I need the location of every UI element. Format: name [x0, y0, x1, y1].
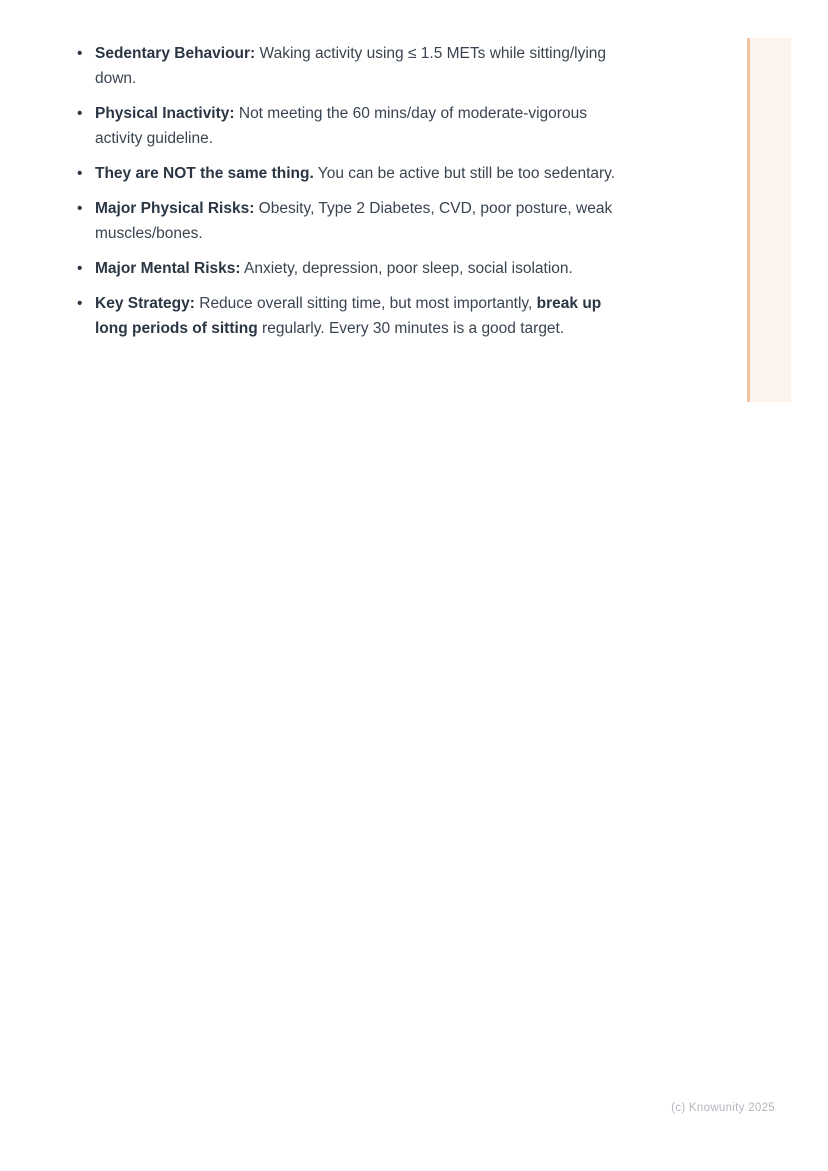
list-item — [77, 101, 629, 151]
bullet-text: You can be active but still be too sedentary. — [313, 165, 616, 182]
notes-list — [77, 41, 629, 341]
bullet-bold-text: Key Strategy: — [95, 295, 195, 312]
list-item — [77, 256, 629, 281]
bullet-bold-text: Physical Inactivity: — [95, 105, 235, 122]
bullet-text: Waking activity using ≤ 1.5 METs while sitting/lying down. — [95, 45, 607, 87]
footer-copyright: (c) Knowunity 2025 — [671, 1102, 775, 1114]
list-item — [77, 196, 629, 246]
notes-content — [77, 41, 629, 351]
list-item — [77, 161, 629, 186]
bullet-text: Anxiety, depression, poor sleep, social isolation. — [240, 260, 573, 277]
bullet-bold-text: Major Mental Risks: — [95, 260, 241, 277]
bullet-text: Obesity, Type 2 Diabetes, CVD, poor posture, weak muscles/bones. — [95, 200, 613, 242]
list-item — [77, 291, 629, 341]
bullet-text: Not meeting the 60 mins/day of moderate-vigorous activity guideline. — [95, 105, 587, 147]
bullet-bold-text: break up long periods of sitting — [95, 295, 602, 337]
bullet-bold-text: Sedentary Behaviour: — [95, 45, 256, 62]
accent-stripe — [747, 38, 791, 402]
bullet-bold-text: Major Physical Risks: — [95, 200, 255, 217]
bullet-text: Reduce overall sitting time, but most importantly, — [194, 295, 537, 312]
bullet-text: regularly. Every 30 minutes is a good target. — [257, 320, 565, 337]
list-item — [77, 41, 629, 91]
bullet-bold-text: They are NOT the same thing. — [95, 165, 314, 182]
